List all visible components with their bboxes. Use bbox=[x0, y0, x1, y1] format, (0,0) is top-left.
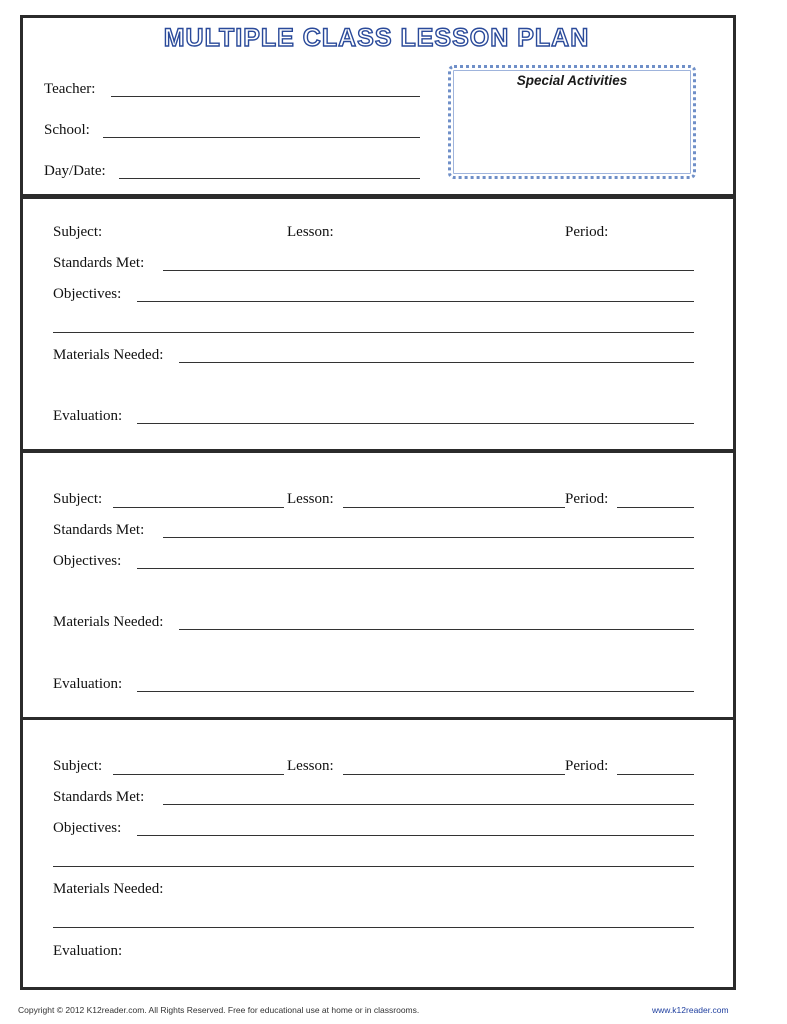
materials-label: Materials Needed: bbox=[53, 347, 164, 363]
standards-field[interactable] bbox=[163, 537, 694, 538]
site-link[interactable]: www.k12reader.com bbox=[652, 1005, 729, 1015]
evaluation-label: Evaluation: bbox=[53, 943, 123, 959]
objectives-field-2[interactable] bbox=[53, 332, 694, 333]
school-label: School: bbox=[44, 122, 90, 138]
lesson-label: Lesson: bbox=[287, 491, 334, 507]
lesson-section-2 bbox=[20, 450, 736, 720]
period-label: Period: bbox=[565, 491, 609, 507]
objectives-field-2[interactable] bbox=[53, 866, 694, 867]
objectives-field[interactable] bbox=[137, 301, 694, 302]
subject-label: Subject: bbox=[53, 224, 103, 240]
subject-field[interactable] bbox=[113, 774, 284, 775]
daydate-label: Day/Date: bbox=[44, 163, 106, 179]
standards-field[interactable] bbox=[163, 270, 694, 271]
materials-label: Materials Needed: bbox=[53, 614, 164, 630]
objectives-field[interactable] bbox=[137, 835, 694, 836]
evaluation-label: Evaluation: bbox=[53, 408, 123, 424]
materials-field[interactable] bbox=[179, 629, 694, 630]
period-field[interactable] bbox=[617, 507, 694, 508]
special-activities-box[interactable] bbox=[448, 65, 696, 179]
lesson-field[interactable] bbox=[343, 774, 565, 775]
lesson-section-1 bbox=[20, 196, 736, 452]
standards-field[interactable] bbox=[163, 804, 694, 805]
subject-field[interactable] bbox=[113, 507, 284, 508]
objectives-label: Objectives: bbox=[53, 820, 122, 836]
teacher-field[interactable] bbox=[111, 96, 420, 97]
lesson-section-3 bbox=[20, 717, 736, 990]
materials-field[interactable] bbox=[179, 362, 694, 363]
evaluation-label: Evaluation: bbox=[53, 676, 123, 692]
objectives-label: Objectives: bbox=[53, 286, 122, 302]
objectives-label: Objectives: bbox=[53, 553, 122, 569]
lesson-field[interactable] bbox=[343, 507, 565, 508]
evaluation-field[interactable] bbox=[137, 691, 694, 692]
materials-label: Materials Needed: bbox=[53, 881, 164, 897]
daydate-field[interactable] bbox=[119, 178, 420, 179]
lesson-label: Lesson: bbox=[287, 224, 334, 240]
period-field[interactable] bbox=[617, 774, 694, 775]
teacher-label: Teacher: bbox=[44, 81, 96, 97]
objectives-field[interactable] bbox=[137, 568, 694, 569]
lesson-label: Lesson: bbox=[287, 758, 334, 774]
copyright-text: Copyright © 2012 K12reader.com. All Rights Reserved. Free for educational use at home or in classrooms. bbox=[18, 1005, 420, 1015]
evaluation-field[interactable] bbox=[137, 423, 694, 424]
standards-label: Standards Met: bbox=[53, 522, 145, 538]
materials-field[interactable] bbox=[53, 927, 694, 928]
standards-label: Standards Met: bbox=[53, 789, 145, 805]
subject-label: Subject: bbox=[53, 491, 103, 507]
school-field[interactable] bbox=[103, 137, 420, 138]
period-label: Period: bbox=[565, 758, 609, 774]
page-title: MULTIPLE CLASS LESSON PLAN bbox=[163, 24, 590, 52]
special-activities-title: Special Activities bbox=[516, 73, 628, 88]
subject-label: Subject: bbox=[53, 758, 103, 774]
standards-label: Standards Met: bbox=[53, 255, 145, 271]
period-label: Period: bbox=[565, 224, 609, 240]
